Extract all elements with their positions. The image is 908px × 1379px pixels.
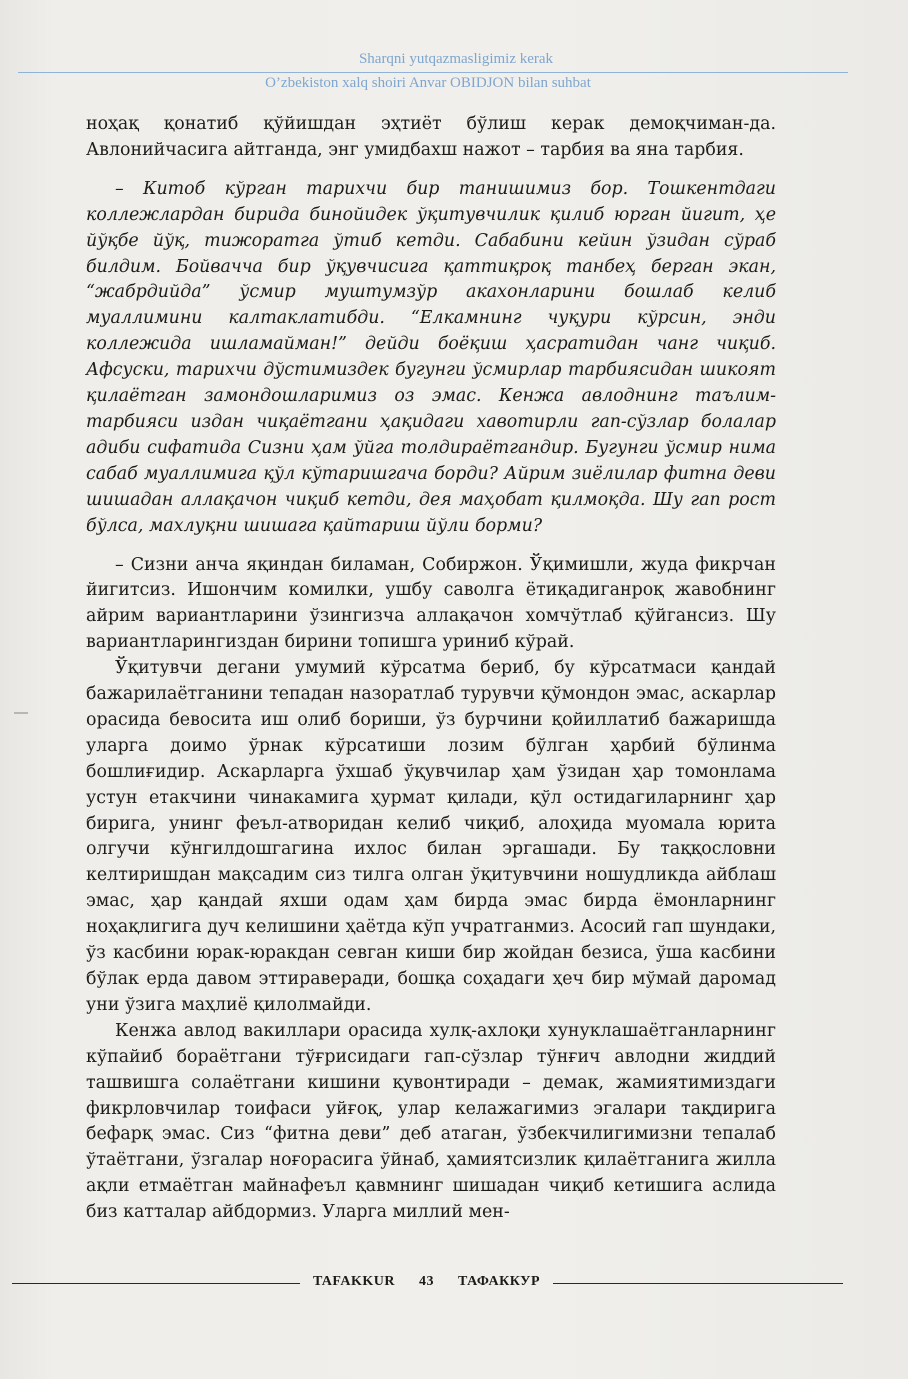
header-title: Sharqni yutqazmasligimiz kerak <box>358 51 554 67</box>
article-body <box>86 112 776 1226</box>
header-subtitle: O’zbekiston xalq shoiri Anvar OBIDJON bilan suhbat <box>265 75 591 91</box>
margin-mark <box>14 712 28 714</box>
footer-journal-cyrillic: ТАФАККУР <box>458 1274 541 1289</box>
answer-paragraph: – Сизни анча яқиндан биламан, Собиржон. Ўқимишли, жуда фикрчан йигитсиз. Ишончим комилки, ушбу саволга ётиқадиганроқ жавобнинг айрим вариантларини ўзингизча аллақачон хомчўтлаб қўйгансиз. Шу вариантларингиздан бирини топишга уриниб кўрай. <box>86 554 776 653</box>
footer-rule-right <box>553 1283 843 1284</box>
answer-paragraph: Кенжа авлод вакиллари орасида хулқ-ахлоқи хунуклашаётганларнинг кўпайиб бораётгани тўғрисидаги гап-сўзлар тўнғич авлодни жиддий ташвишга солаётгани кишини қувонтиради – демак, жамиятимиздаги фикрловчилар тоифаси уйғоқ, улар келажагимиз эгалари тақдирига бефарқ эмас. Сиз “фитна деви” деб атаган, ўзбекчилигимизни тепалаб ўтаётгани, ўзгалар ноғорасига ўйнаб, ҳамиятсизлик қилаётганига жилла ақли етмаётган майнафеъл қавмнинг шишадан чиқиб кетишига аслида биз катталар айбдормиз. Уларга миллий мен- <box>86 1020 776 1223</box>
footer-journal-latin: TAFAKKUR <box>312 1274 396 1289</box>
footer-text <box>300 1274 553 1290</box>
header-rule <box>18 72 848 73</box>
running-footer <box>0 1274 908 1294</box>
paragraph-continuation: ноҳақ қонатиб қўйишдан эҳтиёт бўлиш керак демоқчиман-да. Авлонийчасига айтганда, энг умидбахш нажот – тарбия ва яна тарбия. <box>86 114 776 160</box>
footer-rule-left <box>12 1283 300 1284</box>
question-paragraph: – Китоб кўрган тарихчи бир танишимиз бор. Тошкентдаги коллежлардан бирида бинойидек ўқитувчилик қилиб юрган йигит, ҳе йўқбе йўқ, тижоратга ўтиб кетди. Сабабини кейин ўзидан сўраб билдим. Бойвачча бир ўқувчисига қаттиқроқ танбеҳ берган экан, “жабрдийда” ўсмир муштумзўр акахонларини бошлаб келиб муаллимини калтаклатибди. “Елкамнинг чуқури кўрсин, энди коллежида ишламайман!” дейди боёқиш ҳасратидан чанг чиқиб. Афсуски, тарихчи дўстимиздек бугунги ўсмирлар тарбиясидан шикоят қилаётган замондошларимиз оз эмас. Кенжа авлоднинг таълим-тарбияси издан чиқаётгани ҳақидаги хавотирли гап-сўзлар болалар адиби сифатида Сизни ҳам ўйга толдираётгандир. Бугунги ўсмир нима сабаб муаллимига қўл кўтаришгача борди? Айрим зиёлилар фитна деви шишадан аллақачон чиқиб кетди, дея маҳобат қилмоқда. Шу гап рост бўлса, махлуқни шишага қайтариш йўли борми? <box>86 178 776 536</box>
answer-paragraph: Ўқитувчи дегани умумий кўрсатма бериб, бу кўрсатмаси қандай бажарилаётганини тепадан назоратлаб турувчи қўмондон эмас, аскарлар орасида бевосита иш олиб бориши, ўз бурчини қойиллатиб бажаришда уларга доимо ўрнак кўрсатиши лозим бўлган ҳарбий бўлинма бошлиғидир. Аскарларга ўхшаб ўқувчилар ҳам ўзидан ҳар томонлама устун етакчини чинакамига ҳурмат қилади, қўл остидагиларнинг ҳар бирига, унинг феъл-атворидан келиб чиқиб, алоҳида муомала юрита олгучи кўнгилдошгагина ихлос билан эргашади. Бу таққословни келтиришдан мақсадим сиз тилга олган ўқитувчини ношудликда айблаш эмас, ҳар қандай яхши одам ҳам бирда эмас бирда ёмонларнинг ноҳақлигига дуч келишини ҳаётда кўп учратганмиз. Асосий гап шундаки, ўз касбини юрак-юракдан севган киши бир жойдан безиса, ўша касбини бўлак ерда давом эттираверади, бошқа соҳадаги ҳеч бир мўмай даромад уни ўзига маҳлиё қилолмайди. <box>86 658 776 1015</box>
page-number: 43 <box>419 1274 435 1289</box>
